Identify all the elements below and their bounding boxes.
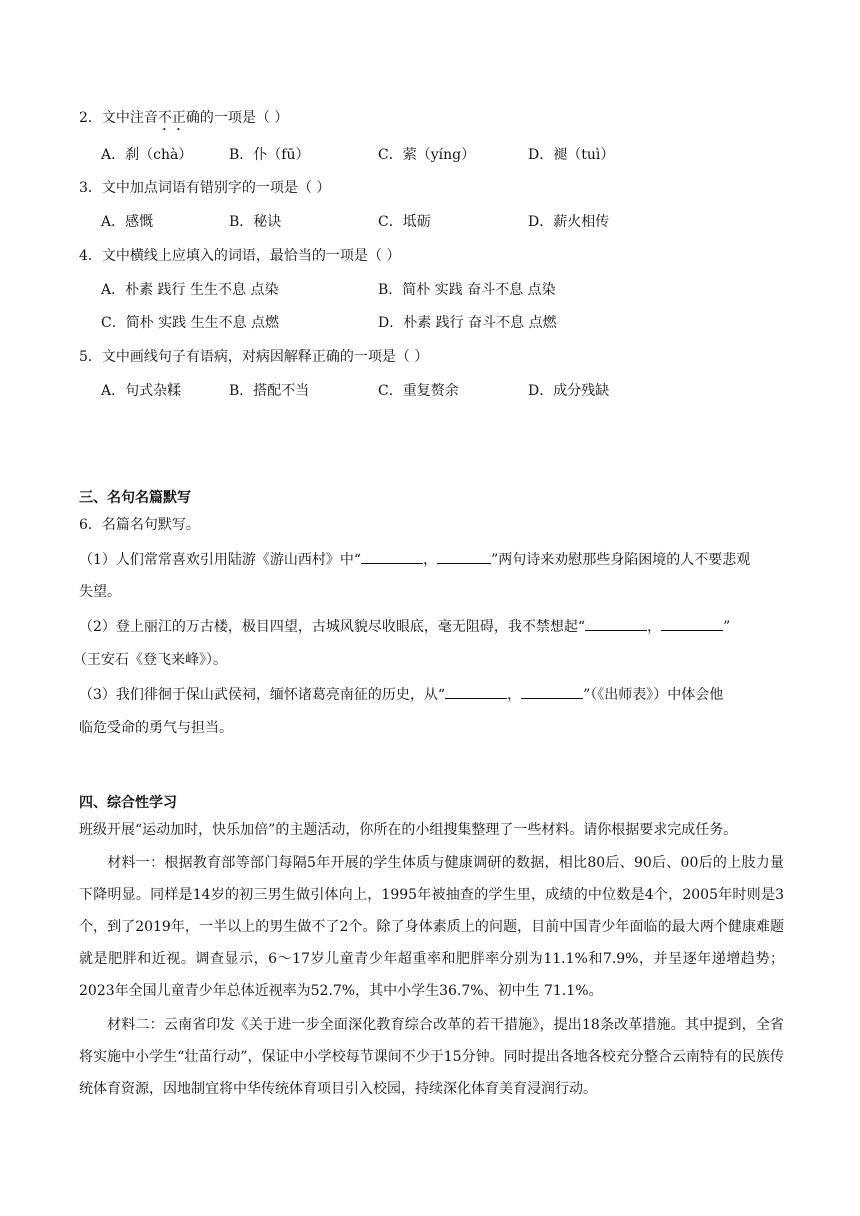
- answer-blank[interactable]: [661, 616, 723, 631]
- question-3-option-c: C．坻砺: [378, 214, 431, 230]
- comma: ，: [423, 552, 438, 568]
- comma: ，: [507, 687, 522, 703]
- material-1: [79, 847, 784, 1007]
- question-4-option-b: B．简朴 实践 奋斗不息 点染: [378, 282, 556, 298]
- question-4-stem: 4．文中横线上应填入的词语，最恰当的一项是（ ）: [79, 248, 401, 264]
- recitation-item-1-tail: ”两句诗来劝慰那些身陷困境的人不要悲观: [491, 552, 751, 568]
- question-2-stem-part1: 2．文中注音: [79, 110, 158, 126]
- recitation-item-2-text: （2）登上丽江的万古楼，极目四望，古城风貌尽收眼底，毫无阻碍，我不禁想起“: [79, 619, 586, 635]
- question-4-option-c: C．简朴 实践 生生不息 点燃: [101, 315, 280, 331]
- recitation-item-3-text: （3）我们徘徊于保山武侯祠，缅怀诸葛亮南征的历史，从“: [79, 687, 446, 703]
- answer-blank[interactable]: [361, 549, 423, 564]
- question-5-option-b: B．搭配不当: [229, 383, 310, 399]
- question-2-option-b: B．仆（fū）: [229, 147, 310, 163]
- question-5-option-c: C．重复赘余: [378, 383, 459, 399]
- section-3-title: 三、名句名篇默写: [79, 490, 191, 506]
- question-5-option-d: D．成分残缺: [528, 383, 610, 399]
- closing-quote: ”: [723, 619, 731, 635]
- material-2-text: 材料二：云南省印发《关于进一步全面深化教育综合改革的若干措施》，提出18条改革措施。其中提到，全省将实施中小学生“壮苗行动”，保证中小学校每节课间不少于15分钟。同时提出各地各校充分整合云南特有的民族传统体育资源，因地制宜将中华传统体育项目引入校园，持续深化体育美育浸润行动。: [79, 1017, 784, 1097]
- section-4-title: 四、综合性学习: [79, 795, 177, 811]
- recitation-item-3-line2: 临危受命的勇气与担当。: [79, 720, 233, 736]
- recitation-item-2-line1: [79, 616, 730, 637]
- material-2: [79, 1009, 784, 1105]
- question-2-option-d: D．褪（tuì）: [528, 147, 615, 163]
- question-2-stem: [79, 108, 288, 134]
- question-2-option-a: A．刹（chà）: [101, 147, 193, 163]
- question-4-option-a: A．朴素 践行 生生不息 点染: [101, 282, 279, 298]
- recitation-item-1-line1: [79, 549, 750, 570]
- question-2-stem-part2: 确的一项是（ ）: [185, 110, 289, 126]
- question-3-option-a: A．感慨: [101, 214, 154, 230]
- recitation-item-1-line2: 失望。: [79, 584, 121, 600]
- answer-blank[interactable]: [445, 684, 507, 699]
- question-3-option-b: B．秘诀: [229, 214, 282, 230]
- question-5-stem: 5．文中画线句子有语病，对病因解释正确的一项是（ ）: [79, 349, 429, 365]
- recitation-item-2-line2: （王安石《登飞来峰》）。: [73, 652, 227, 668]
- question-2-option-c: C．萦（yíng）: [378, 147, 476, 163]
- section-4-intro: 班级开展“运动加时，快乐加倍”的主题活动，你所在的小组搜集整理了一些材料。请你根据要求完成任务。: [79, 822, 738, 838]
- recitation-item-3-line1: [79, 684, 723, 705]
- question-5-option-a: A．句式杂糅: [101, 383, 182, 399]
- answer-blank[interactable]: [437, 549, 491, 564]
- question-3-option-d: D．薪火相传: [528, 214, 610, 230]
- question-4-option-d: D．朴素 践行 奋斗不息 点燃: [378, 315, 557, 331]
- material-1-text: 材料一：根据教育部等部门每隔5年开展的学生体质与健康调研的数据，相比80后、90后、00后的上肢力量下降明显。同样是14岁的初三男生做引体向上，1995年被抽查的学生里，成绩的中位数是4个，2005年时则是3个，到了2019年，一半以上的男生做不了2个。除了身体素质上的问题，目前中国青少年面临的最大两个健康难题就是肥胖和近视。调查显示，6～17岁儿童青少年超重率和肥胖率分别为11.1%和7.9%，并呈逐年递增趋势；2023年全国儿童青少年总体近视率为52.7%，其中小学生36.7%、初中生 71.1%。: [79, 855, 784, 999]
- recitation-item-1-text: （1）人们常常喜欢引用陆游《游山西村》中“: [79, 552, 362, 568]
- answer-blank[interactable]: [585, 616, 647, 631]
- recitation-item-3-tail: ”（《出师表》）中体会他: [583, 687, 724, 703]
- answer-blank[interactable]: [521, 684, 583, 699]
- comma: ，: [647, 619, 662, 635]
- question-3-stem: 3．文中加点词语有错别字的一项是（ ）: [79, 180, 331, 196]
- question-6-stem: 6．名篇名句默写。: [79, 517, 200, 533]
- question-2-emphasis: 不正: [157, 110, 186, 126]
